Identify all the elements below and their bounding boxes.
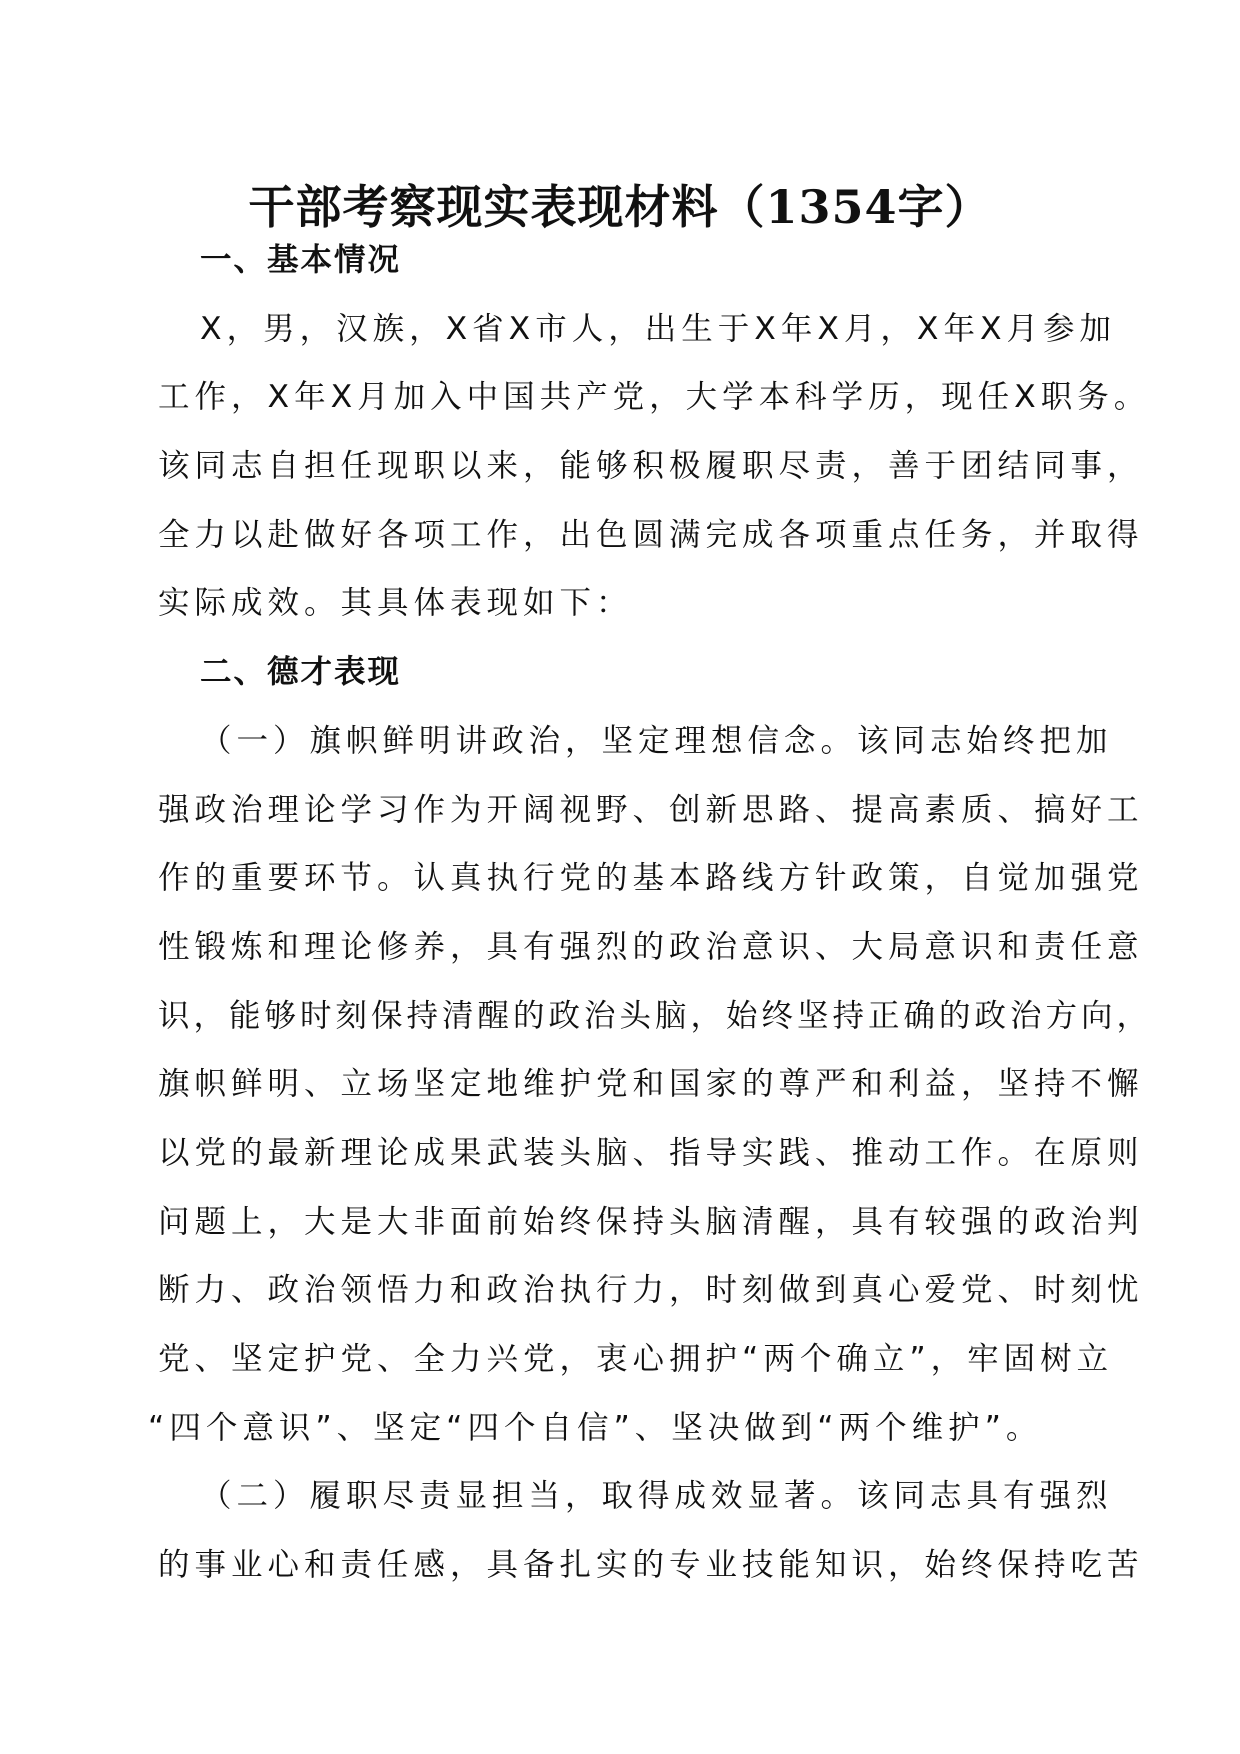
paragraph-line: 该同志自担任现职以来，能够积极履职尽责，善于团结同事， xyxy=(158,448,1144,485)
paragraph-line: 作的重要环节。认真执行党的基本路线方针政策，自觉加强党 xyxy=(158,860,1144,897)
section-heading-performance: 二、德才表现 xyxy=(200,654,402,691)
paragraph-line: 问题上，大是大非面前始终保持头脑清醒，具有较强的政治判 xyxy=(158,1203,1144,1240)
paragraph-line: 识，能够时刻保持清醒的政治头脑，始终坚持正确的政治方向， xyxy=(158,997,1153,1034)
section-heading-basic-info: 一、基本情况 xyxy=(200,242,402,278)
paragraph-line: （二）履职尽责显担当，取得成效显著。该同志具有强烈 xyxy=(200,1478,1113,1515)
paragraph-line: “四个意识”、坚定“四个自信”、坚决做到“两个维护”。 xyxy=(148,1409,1043,1446)
paragraph-line: 工作，X年X月加入中国共产党，大学本科学历，现任X职务。 xyxy=(158,379,1151,416)
document-body xyxy=(148,226,1153,1600)
paragraph-line: 旗帜鲜明、立场坚定地维护党和国家的尊严和利益，坚持不懈 xyxy=(158,1066,1144,1103)
paragraph-line: 以党的最新理论成果武装头脑、指导实践、推动工作。在原则 xyxy=(158,1134,1144,1171)
paragraph-line: （一）旗帜鲜明讲政治，坚定理想信念。该同志始终把加 xyxy=(200,722,1113,759)
paragraph-line: 断力、政治领悟力和政治执行力，时刻做到真心爱党、时刻忧 xyxy=(158,1272,1144,1309)
paragraph-line: 实际成效。其具体表现如下： xyxy=(158,585,633,622)
paragraph-line: 性锻炼和理论修养，具有强烈的政治意识、大局意识和责任意 xyxy=(158,928,1144,965)
page-title: 干部考察现实表现材料（1354字） xyxy=(248,180,992,234)
paragraph-line: 党、坚定护党、全力兴党，衷心拥护“两个确立”，牢固树立 xyxy=(158,1341,1114,1377)
paragraph-line: 全力以赴做好各项工作，出色圆满完成各项重点任务，并取得 xyxy=(158,516,1144,553)
paragraph-line: 强政治理论学习作为开阔视野、创新思路、提高素质、搞好工 xyxy=(158,791,1144,828)
paragraph-line: 的事业心和责任感，具备扎实的专业技能知识，始终保持吃苦 xyxy=(158,1547,1144,1584)
paragraph-line: X，男，汉族，X省X市人，出生于X年X月，X年X月参加 xyxy=(200,310,1117,347)
